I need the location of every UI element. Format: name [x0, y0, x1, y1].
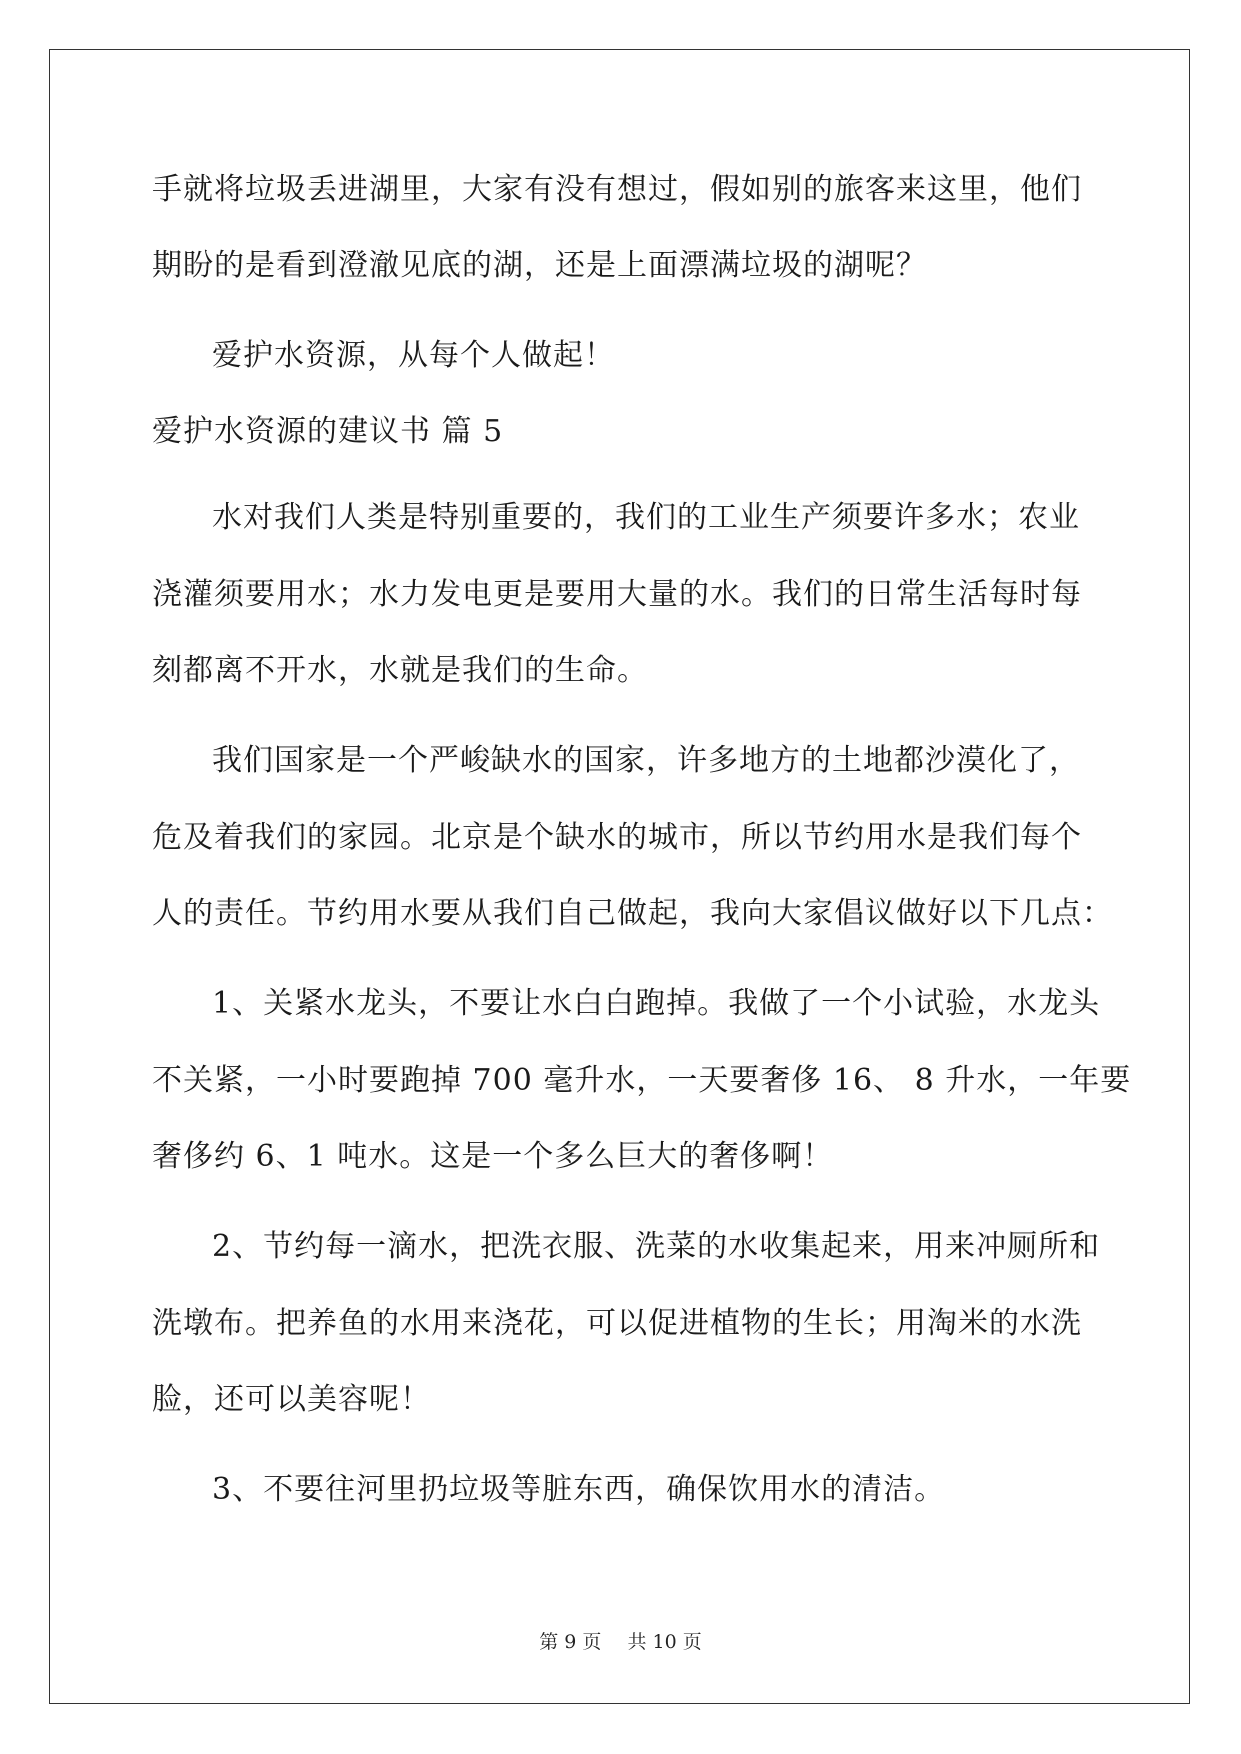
page-border: [49, 49, 1190, 1704]
text-line: 水对我们人类是特别重要的，我们的工业生产须要许多水；农业: [212, 500, 1080, 535]
text-line: 3、不要往河里扔垃圾等脏东西，确保饮用水的清洁。: [212, 1472, 946, 1507]
text-line: 浇灌须要用水；水力发电更是要用大量的水。我们的日常生活每时每: [152, 577, 1082, 612]
text-line: 2、节约每一滴水，把洗衣服、洗菜的水收集起来，用来冲厕所和: [212, 1229, 1101, 1264]
text-line: 期盼的是看到澄澈见底的湖，还是上面漂满垃圾的湖呢？: [152, 248, 927, 283]
text-line: 不关紧，一小时要跑掉 700 毫升水，一天要奢侈 16、 8 升水，一年要: [152, 1063, 1132, 1098]
closing-line: 爱护水资源，从每个人做起！: [212, 338, 615, 373]
text-line: 洗墩布。把养鱼的水用来浇花，可以促进植物的生长；用淘米的水洗: [152, 1306, 1082, 1341]
text-line: 人的责任。节约用水要从我们自己做起，我向大家倡议做好以下几点：: [152, 896, 1113, 931]
text-line: 我们国家是一个严峻缺水的国家，许多地方的土地都沙漠化了，: [212, 743, 1080, 778]
page-footer: [0, 1630, 1241, 1654]
text-line: 手就将垃圾丢进湖里，大家有没有想过，假如别的旅客来这里，他们: [152, 172, 1082, 207]
text-line: 奢侈约 6、1 吨水。这是一个多么巨大的奢侈啊！: [152, 1139, 834, 1174]
page-total: 共 10 页: [627, 1631, 702, 1653]
text-line: 刻都离不开水，水就是我们的生命。: [152, 653, 648, 688]
page-number: 第 9 页: [539, 1631, 602, 1653]
section-title: 爱护水资源的建议书 篇 5: [152, 414, 504, 449]
text-line: 1、关紧水龙头，不要让水白白跑掉。我做了一个小试验，水龙头: [212, 986, 1101, 1021]
text-line: 危及着我们的家园。北京是个缺水的城市，所以节约用水是我们每个: [152, 820, 1082, 855]
text-line: 脸，还可以美容呢！: [152, 1382, 431, 1417]
